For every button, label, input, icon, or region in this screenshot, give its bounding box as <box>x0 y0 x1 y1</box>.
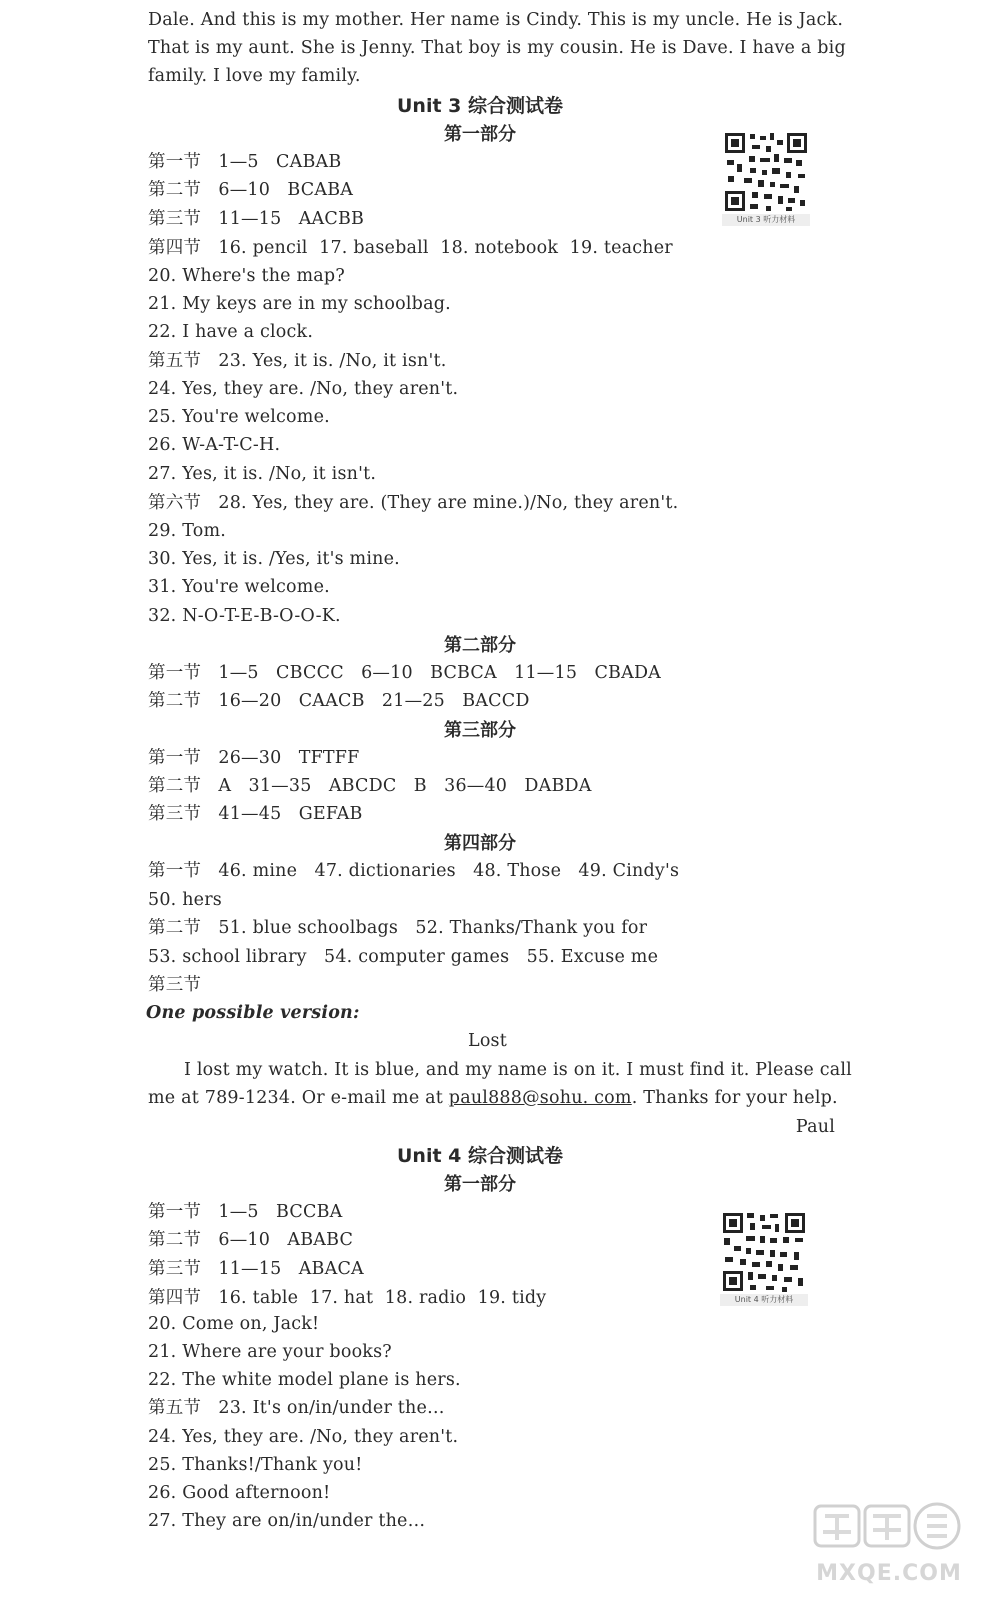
answer-line: 第二节 A 31—35 ABCDC B 36—40 DABDA <box>148 776 592 796</box>
answer-line: 26. Good afternoon! <box>148 1483 331 1503</box>
answer-line: 第五节 23. It's on/in/under the… <box>148 1398 445 1418</box>
essay-title: Lost <box>468 1031 507 1051</box>
unit3-part1-heading: 第一部分 <box>444 124 516 145</box>
answer-line: 53. school library 54. computer games 55. Excuse me <box>148 947 659 967</box>
qr-caption: Unit 4 听力材料 <box>720 1294 808 1306</box>
unit3-part3-heading: 第三部分 <box>444 720 516 741</box>
answer-line: 20. Come on, Jack! <box>148 1314 320 1334</box>
intro-line: family. I love my family. <box>148 66 361 86</box>
essay-line <box>148 1084 838 1112</box>
answer-line: 第六节 28. Yes, they are. (They are mine.)/No, they aren't. <box>148 493 679 513</box>
essay-text: . Thanks for your help. <box>631 1088 838 1108</box>
intro-line: Dale. And this is my mother. Her name is Cindy. This is my uncle. He is Jack. <box>148 10 844 30</box>
unit4-qr-code[interactable] <box>720 1210 808 1306</box>
answer-line: 22. The white model plane is hers. <box>148 1370 461 1390</box>
answer-line: 第一节 1—5 CABAB <box>148 152 342 172</box>
unit4-part1-heading: 第一部分 <box>444 1174 516 1195</box>
answer-line: 第一节 1—5 CBCCC 6—10 BCBCA 11—15 CBADA <box>148 663 662 683</box>
answer-line: 第三节 11—15 ABACA <box>148 1259 364 1279</box>
unit3-qr-code[interactable] <box>722 130 810 226</box>
answer-line: 第三节 <box>148 975 202 995</box>
answer-line: 第一节 26—30 TFTFF <box>148 748 360 768</box>
essay-text: me at 789-1234. Or e-mail me at <box>148 1088 449 1108</box>
version-label: One possible version: <box>146 1003 360 1023</box>
answer-line: 第二节 51. blue schoolbags 52. Thanks/Thank you for <box>148 918 648 938</box>
answer-line: 第一节 46. mine 47. dictionaries 48. Those 49. Cindy's <box>148 861 680 881</box>
answer-line: 第一节 1—5 BCCBA <box>148 1202 343 1222</box>
essay-line: I lost my watch. It is blue, and my name is on it. I must find it. Please call <box>184 1060 852 1080</box>
email-link[interactable]: paul888@sohu. com <box>448 1088 632 1108</box>
answer-line: 21. Where are your books? <box>148 1342 392 1362</box>
answer-line: 25. You're welcome. <box>148 407 330 427</box>
answer-line: 22. I have a clock. <box>148 322 314 342</box>
unit3-title: Unit 3 综合测试卷 <box>397 95 563 117</box>
answer-line: 第二节 16—20 CAACB 21—25 BACCD <box>148 691 530 711</box>
qr-code-icon <box>722 130 810 214</box>
essay-signature: Paul <box>795 1117 835 1137</box>
answer-line: 31. You're welcome. <box>148 577 330 597</box>
qr-caption: Unit 3 听力材料 <box>722 214 810 226</box>
intro-line: That is my aunt. She is Jenny. That boy is my cousin. He is Dave. I have a big <box>148 38 846 58</box>
answer-line: 第四节 16. pencil 17. baseball 18. notebook 19. teacher <box>148 238 673 258</box>
answer-line: 29. Tom. <box>148 521 227 541</box>
unit4-title: Unit 4 综合测试卷 <box>397 1145 563 1167</box>
answer-line: 24. Yes, they are. /No, they aren't. <box>148 1427 459 1447</box>
answer-line: 24. Yes, they are. /No, they aren't. <box>148 379 459 399</box>
unit3-part2-heading: 第二部分 <box>444 635 516 656</box>
answer-line: 30. Yes, it is. /Yes, it's mine. <box>148 549 400 569</box>
answer-line: 26. W-A-T-C-H. <box>148 435 281 455</box>
answer-line: 第三节 41—45 GEFAB <box>148 804 363 824</box>
answer-line: 21. My keys are in my schoolbag. <box>148 294 451 314</box>
answer-line: 32. N-O-T-E-B-O-O-K. <box>148 606 341 626</box>
watermark-logo <box>807 1500 972 1588</box>
answer-line: 第三节 11—15 AACBB <box>148 209 365 229</box>
answer-line: 第二节 6—10 ABABC <box>148 1230 354 1250</box>
answer-line: 20. Where's the map? <box>148 266 345 286</box>
answer-line: 27. Yes, it is. /No, it isn't. <box>148 464 377 484</box>
watermark-text: MXQE.COM <box>816 1561 962 1586</box>
answer-line: 50. hers <box>148 890 222 910</box>
answer-line: 27. They are on/in/under the… <box>148 1511 426 1531</box>
answer-line: 第四节 16. table 17. hat 18. radio 19. tidy <box>148 1288 547 1308</box>
answer-line: 第二节 6—10 BCABA <box>148 180 354 200</box>
unit3-part4-heading: 第四部分 <box>444 833 516 854</box>
answer-line: 25. Thanks!/Thank you! <box>148 1455 363 1475</box>
qr-code-icon <box>720 1210 808 1294</box>
answer-line: 第五节 23. Yes, it is. /No, it isn't. <box>148 351 447 371</box>
